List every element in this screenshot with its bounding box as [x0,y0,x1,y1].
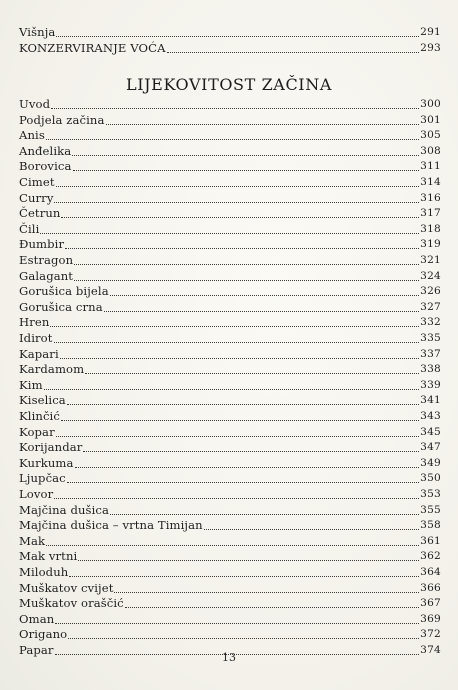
dot-leader [72,155,419,156]
toc-entry [19,330,441,346]
toc-entry-title: Kardamom [19,362,85,377]
toc-entry [19,96,441,112]
toc-entry-page: 338 [420,363,441,376]
toc-entry-title: Muškatov cvijet [19,580,114,595]
toc-entry [19,580,441,596]
dot-leader [75,467,420,468]
toc-entry [19,40,441,56]
dot-leader [51,108,419,109]
toc-entry-page: 324 [420,269,441,282]
toc-entry [19,486,441,502]
dot-leader [56,436,419,437]
toc-entry-title: Đumbir [19,237,65,252]
toc-entry-title: Anis [19,128,45,143]
toc-entry-title: Origano [19,627,68,642]
dot-leader [54,342,420,343]
toc-entry-page: 311 [420,160,441,173]
toc-entry-title: Galagant [19,268,74,283]
toc-entry-page: 327 [420,300,441,313]
toc-entry-title: Lovor [19,487,54,501]
section-heading: LIJEKOVITOST ZAČINA [126,75,332,94]
dot-leader [65,248,419,249]
dot-leader [56,186,420,187]
dot-leader [85,373,419,374]
toc-entry [19,564,441,580]
toc-entry-title: Majčina dušica [19,502,109,517]
toc-entry-title: Ljupčac [19,471,66,486]
toc-entry-title: Kapari [19,346,59,361]
dot-leader [125,607,419,608]
dot-leader [110,514,419,515]
toc-entry-title: Čili [19,221,40,236]
toc-entry [19,346,441,362]
toc-entry [19,626,441,642]
toc-entry-page: 345 [420,425,441,438]
toc-entry [19,361,441,377]
toc-entry-title: Oman [19,611,55,626]
toc-entry-page: 308 [420,144,441,157]
toc-entry [19,112,441,128]
toc-entry-page: 350 [420,472,441,485]
toc-entry-title: Majčina dušica – vrtna Timijan [19,518,203,533]
toc-entry-title: Idirot [19,331,53,345]
dot-leader [83,451,419,452]
toc-entry-title: Kopar [19,424,55,439]
toc-entry-title: Gorušica crna [19,299,103,314]
dot-leader [68,638,419,639]
dot-leader [114,592,419,593]
toc-entry-page: 319 [420,238,441,251]
toc-entry-page: 366 [420,581,441,594]
toc-entry [19,392,441,408]
dot-leader [61,217,419,218]
dot-leader [46,545,419,546]
toc-entry-page: 361 [420,534,441,547]
toc-entry-title: Mak vrtni [19,549,78,564]
toc-entry-page: 362 [420,550,441,563]
toc-entry [19,377,441,393]
dot-leader [60,358,419,359]
toc-entry-title: Kiselica [19,393,66,408]
toc-entry [19,517,441,533]
toc-entry-page: 321 [420,254,441,266]
toc-entry-page: 301 [420,113,441,126]
dot-leader [104,311,419,312]
toc-entry [19,143,441,159]
toc-entry [19,190,441,206]
toc-entry-title: Mak [19,533,46,548]
toc-entry [19,455,441,471]
toc-entry-page: 369 [420,612,441,625]
toc-entry-page: 339 [420,378,441,391]
toc-entry-title: Curry [19,190,54,205]
dot-leader [61,420,419,421]
toc-entry-title: Hren [19,315,50,330]
toc-entry-page: 314 [420,176,441,188]
toc-entry [19,236,441,252]
dot-leader [78,560,419,561]
toc-entry-title: Gorušica bijela [19,284,109,299]
toc-entry-page: 326 [420,285,441,298]
toc-entry-page: 372 [420,628,441,641]
dot-leader [106,124,420,125]
toc-entry [19,221,441,237]
toc-entry [19,299,441,315]
toc-entry-page: 374 [420,644,441,656]
toc-entry-page: 317 [420,207,441,220]
toc-entry-page: 349 [420,456,441,469]
toc-entry [19,424,441,440]
toc-entry-title: Kim [19,377,43,392]
dot-leader [73,170,420,171]
toc-entry [19,158,441,174]
toc-entry-page: 341 [420,394,441,407]
dot-leader [69,576,419,577]
toc-entry [19,252,441,268]
toc-entry-page: 335 [420,332,441,344]
toc-entry-title: Estragon [19,253,74,267]
dot-leader [54,498,419,499]
toc-entry [19,283,441,299]
toc-entry-title: Papar [19,643,54,657]
toc-entry-title: Uvod [19,97,51,111]
toc-entry-title: Klinčić [19,409,60,423]
dot-leader [46,139,419,140]
toc-entry-title: Korijandar [19,440,83,455]
toc-entry-page: 343 [420,410,441,422]
toc-entry-title: Muškatov oraščić [19,596,124,611]
watermark: ​ [117,322,119,376]
toc-entry-title: Kurkuma [19,455,74,470]
toc-entry-page: 355 [420,503,441,516]
toc-entry-page: 337 [420,347,441,360]
toc-entry [19,408,441,424]
toc-entry-title: Podjela začina [19,112,105,127]
toc-entry-page: 318 [420,222,441,235]
dot-leader [54,202,419,203]
dot-leader [167,52,420,53]
dot-leader [204,529,419,530]
toc-entry-page: 358 [420,519,441,532]
dot-leader [74,264,419,265]
dot-leader [56,36,419,37]
toc-entry-title: Borovica [19,159,72,174]
toc-entry-page: 332 [420,316,441,329]
toc-entry-title: KONZERVIRANJE VOĆA [19,41,166,55]
dot-leader [40,233,419,234]
toc-entry-title: Četrun [19,206,61,221]
toc-entry-page: 367 [420,597,441,610]
toc-entry-page: 316 [420,191,441,204]
toc-entry [19,611,441,627]
toc-entry-title: Cimet [19,175,55,189]
toc-entry-title: Miloduh [19,565,69,579]
toc-entry [19,314,441,330]
toc-entry [19,502,441,518]
dot-leader [44,389,420,390]
dot-leader [74,280,419,281]
page-number: 13 [222,651,236,664]
toc-entry [19,470,441,486]
toc-entry [19,595,441,611]
toc-entry [19,533,441,549]
toc-entry-page: 353 [420,488,441,500]
dot-leader [67,482,419,483]
dot-leader [50,326,419,327]
toc-entry-page: 291 [420,26,441,38]
toc-entry [19,205,441,221]
toc-entry-page: 293 [420,42,441,54]
toc-entry [19,439,441,455]
toc-entry [19,548,441,564]
toc-entry-page: 305 [420,129,441,142]
toc-entry-page: 347 [420,441,441,454]
toc-entry-title: Višnja [19,25,56,39]
toc-entry [19,127,441,143]
toc-entry-title: Anđelika [19,143,72,158]
toc-entry-page: 300 [420,98,441,110]
toc-entry [19,24,441,40]
dot-leader [110,295,419,296]
toc-entry-page: 364 [420,566,441,578]
toc-entry [19,174,441,190]
dot-leader [67,404,419,405]
toc-entry [19,268,441,284]
dot-leader [55,623,419,624]
